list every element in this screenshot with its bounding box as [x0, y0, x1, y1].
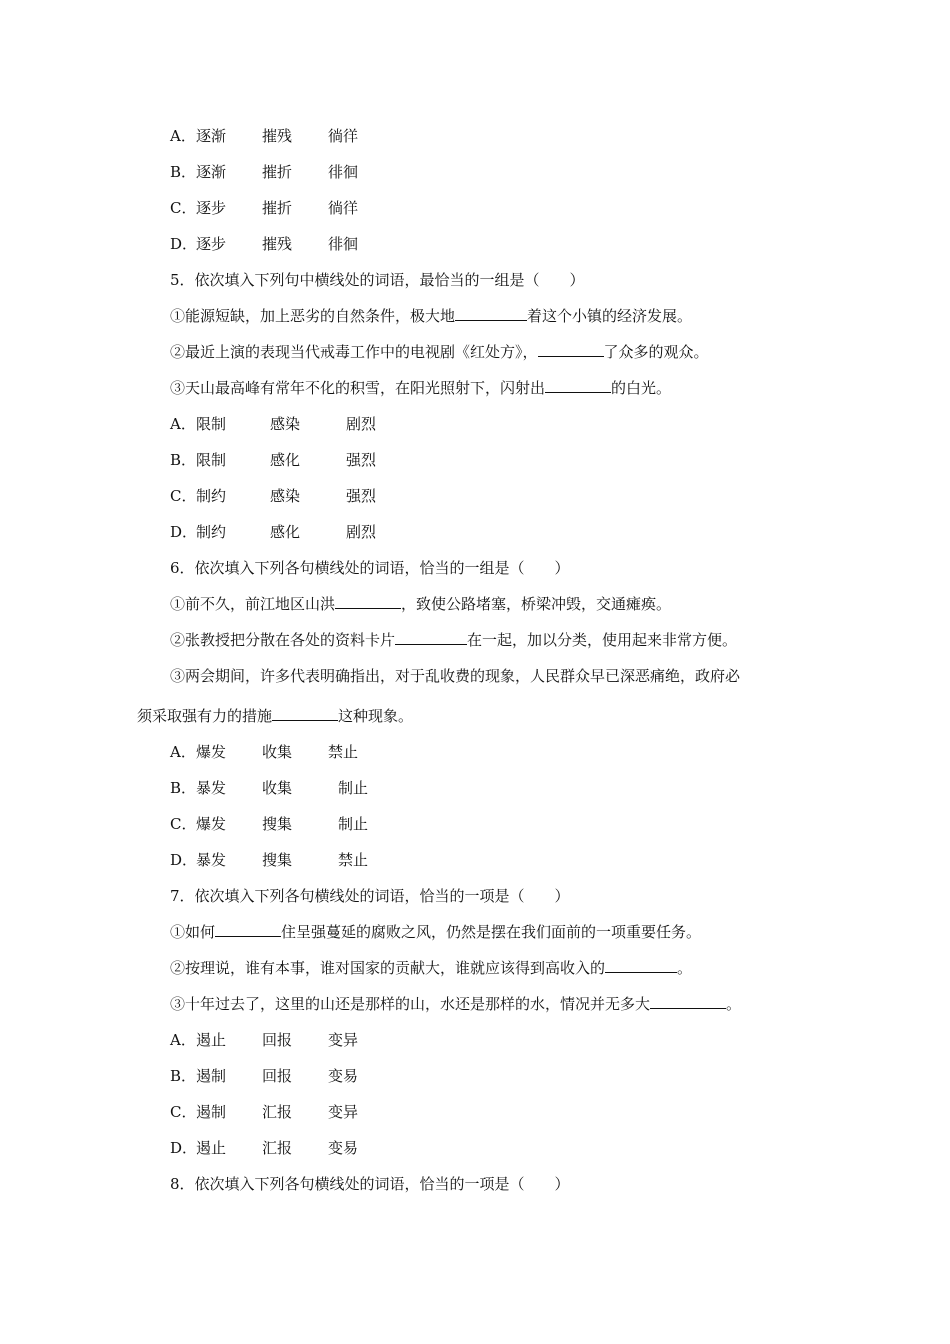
option-word-2: 摧折 [262, 163, 293, 181]
option-word-1: 限制 [196, 415, 227, 433]
option-letter: D． [170, 1139, 198, 1157]
option-word-2: 感化 [270, 523, 301, 541]
option-word-3: 制止 [338, 779, 369, 797]
q5-sentence-2 [170, 342, 709, 362]
answer-blank [215, 922, 281, 937]
answer-blank [455, 306, 527, 321]
option-word-1: 逐步 [196, 199, 227, 217]
q5-stem: 5．依次填入下列句中横线处的词语，最恰当的一组是（ ） [170, 271, 585, 289]
q7-option-c [170, 1102, 358, 1122]
q7-stem: 7．依次填入下列各句横线处的词语，恰当的一项是（ ） [170, 887, 570, 905]
q7-sentence-2 [170, 958, 692, 978]
option-word-2: 收集 [262, 743, 293, 761]
option-letter: A． [170, 415, 196, 433]
q6-option-a [170, 742, 358, 762]
option-letter: C． [170, 487, 197, 505]
q5-sentence-1 [170, 306, 692, 326]
option-word-3: 剧烈 [346, 415, 377, 433]
q4-option-c [170, 198, 358, 218]
q8-stem: 8．依次填入下列各句横线处的词语，恰当的一项是（ ） [170, 1175, 570, 1193]
option-word-3: 变异 [328, 1103, 359, 1121]
option-word-3: 徘徊 [328, 163, 359, 181]
option-word-2: 汇报 [262, 1103, 293, 1121]
option-word-1: 遏止 [196, 1139, 227, 1157]
q7-sentence-1 [170, 922, 701, 942]
option-word-3: 强烈 [346, 451, 377, 469]
sentence-text: ③天山最高峰有常年不化的积雪，在阳光照射下，闪射出 [170, 379, 546, 397]
q5-option-a [170, 414, 376, 434]
option-letter: B． [170, 1067, 197, 1085]
q7-option-a [170, 1030, 358, 1050]
option-letter: D． [170, 235, 198, 253]
answer-blank [605, 958, 677, 973]
sentence-text: 这种现象。 [338, 707, 414, 725]
q7-option-b [170, 1066, 358, 1086]
option-word-1: 逐步 [196, 235, 227, 253]
option-letter: C． [170, 199, 197, 217]
q5-option-d [170, 522, 376, 542]
q6-stem: 6．依次填入下列各句横线处的词语，恰当的一组是（ ） [170, 559, 570, 577]
option-letter: B． [170, 779, 197, 797]
q6-sentence-2 [170, 630, 737, 650]
option-word-3: 禁止 [338, 851, 369, 869]
q5-sentence-3 [170, 378, 671, 398]
option-letter: C． [170, 815, 197, 833]
option-word-1: 逐渐 [196, 127, 227, 145]
option-word-3: 强烈 [346, 487, 377, 505]
option-word-3: 变易 [328, 1067, 359, 1085]
option-letter: A． [170, 127, 196, 145]
answer-blank [545, 378, 611, 393]
q5-option-c [170, 486, 376, 506]
q6-option-d [170, 850, 368, 870]
sentence-text: 在一起，加以分类，使用起来非常方便。 [467, 631, 738, 649]
answer-blank [538, 342, 604, 357]
answer-blank [395, 630, 467, 645]
sentence-text: ③十年过去了，这里的山还是那样的山，水还是那样的水，情况并无多大 [170, 995, 651, 1013]
option-word-1: 遏制 [196, 1103, 227, 1121]
sentence-text: ①能源短缺，加上恶劣的自然条件，极大地 [170, 307, 456, 325]
q6-sentence-3: ③两会期间，许多代表明确指出，对于乱收费的现象，人民群众早已深恶痛绝，政府必 [170, 667, 741, 685]
sentence-text: ，致使公路堵塞，桥梁冲毁，交通瘫痪。 [401, 595, 672, 613]
option-letter: C． [170, 1103, 197, 1121]
sentence-text: 。 [677, 959, 693, 977]
sentence-text: ②按理说，谁有本事，谁对国家的贡献大，谁就应该得到高收入的 [170, 959, 606, 977]
answer-blank [335, 594, 401, 609]
option-word-2: 汇报 [262, 1139, 293, 1157]
option-word-1: 逐渐 [196, 163, 227, 181]
option-word-1: 遏止 [196, 1031, 227, 1049]
sentence-text: 了众多的观众。 [603, 343, 709, 361]
option-word-1: 暴发 [196, 779, 227, 797]
sentence-text: 的白光。 [611, 379, 672, 397]
q5-option-b [170, 450, 376, 470]
sentence-text: 。 [726, 995, 742, 1013]
option-word-3: 禁止 [328, 743, 359, 761]
option-word-2: 回报 [262, 1067, 293, 1085]
sentence-text: 住呈强蔓延的腐败之风，仍然是摆在我们面前的一项重要任务。 [281, 923, 702, 941]
answer-blank [650, 994, 726, 1009]
sentence-text: ②张教授把分散在各处的资料卡片 [170, 631, 396, 649]
option-word-2: 回报 [262, 1031, 293, 1049]
option-word-2: 摧残 [262, 235, 293, 253]
sentence-text: ②最近上演的表现当代戒毒工作中的电视剧《红处方》， [170, 343, 538, 361]
option-word-1: 制约 [196, 523, 227, 541]
option-word-1: 限制 [196, 451, 227, 469]
option-letter: D． [170, 523, 198, 541]
option-word-2: 搜集 [262, 815, 293, 833]
sentence-text: 着这个小镇的经济发展。 [527, 307, 693, 325]
q7-option-d [170, 1138, 358, 1158]
answer-blank [272, 706, 338, 721]
option-word-3: 制止 [338, 815, 369, 833]
q6-sentence-1 [170, 594, 671, 614]
q7-sentence-3 [170, 994, 741, 1014]
q6-option-c [170, 814, 368, 834]
option-word-3: 剧烈 [346, 523, 377, 541]
q6-sentence-3-continued [137, 706, 413, 726]
sentence-text: ①如何 [170, 923, 216, 941]
sentence-text: ①前不久，前江地区山洪 [170, 595, 336, 613]
option-letter: A． [170, 743, 196, 761]
option-word-2: 感染 [270, 415, 301, 433]
option-word-2: 搜集 [262, 851, 293, 869]
option-word-2: 感染 [270, 487, 301, 505]
option-word-3: 变异 [328, 1031, 359, 1049]
q4-option-d [170, 234, 358, 254]
option-letter: D． [170, 851, 198, 869]
option-word-1: 爆发 [196, 815, 227, 833]
option-word-3: 徜徉 [328, 127, 359, 145]
option-word-2: 收集 [262, 779, 293, 797]
sentence-text: 须采取强有力的措施 [137, 707, 273, 725]
q6-option-b [170, 778, 368, 798]
option-letter: A． [170, 1031, 196, 1049]
option-word-3: 徜徉 [328, 199, 359, 217]
option-word-2: 摧折 [262, 199, 293, 217]
option-word-1: 暴发 [196, 851, 227, 869]
option-letter: B． [170, 163, 197, 181]
option-word-1: 遏制 [196, 1067, 227, 1085]
option-word-2: 感化 [270, 451, 301, 469]
option-word-1: 爆发 [196, 743, 227, 761]
option-word-3: 徘徊 [328, 235, 359, 253]
option-word-1: 制约 [196, 487, 227, 505]
option-word-2: 摧残 [262, 127, 293, 145]
option-word-3: 变易 [328, 1139, 359, 1157]
option-letter: B． [170, 451, 197, 469]
q4-option-a [170, 126, 358, 146]
q4-option-b [170, 162, 358, 182]
